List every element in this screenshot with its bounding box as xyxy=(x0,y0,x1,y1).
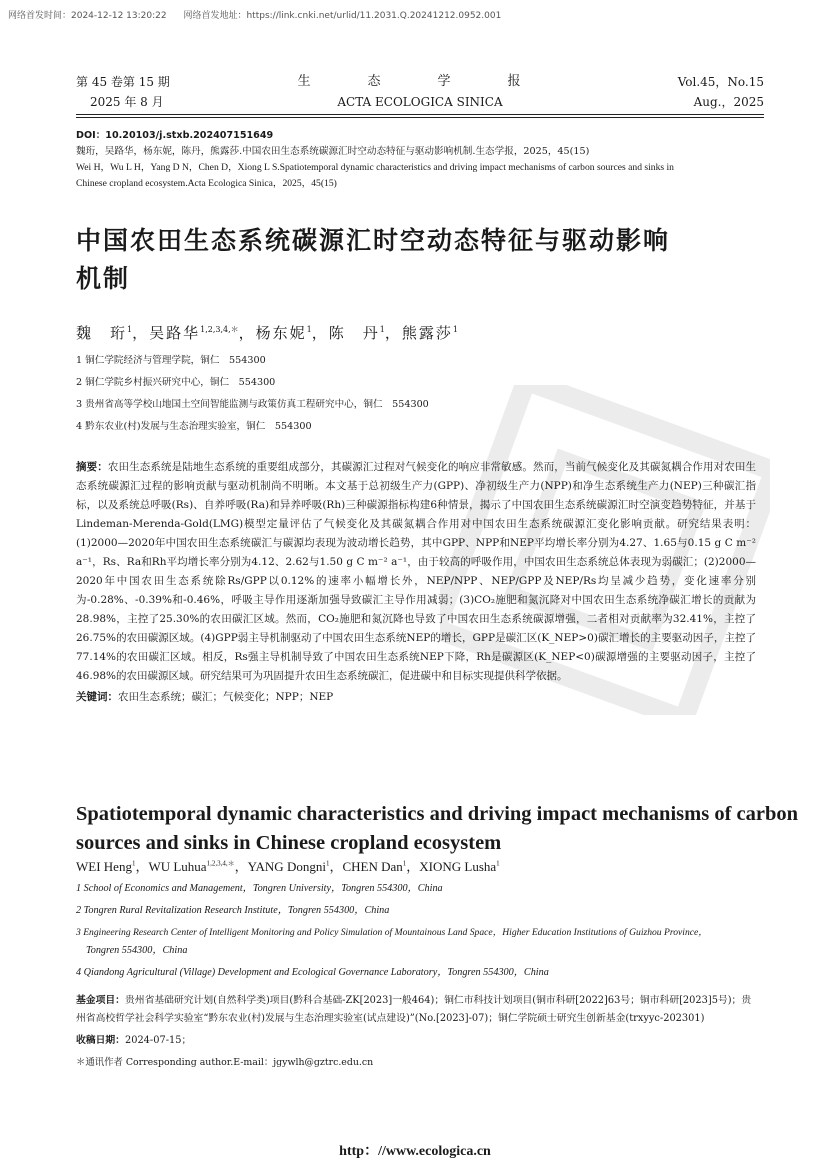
affiliation-en: 4 Qiandong Agricultural (Village) Development and Ecological Governance Laboratory，Tongren 554300，China xyxy=(76,967,549,978)
abstract-text: 农田生态系统是陆地生态系统的重要组成部分，其碳源汇过程对气候变化的响应非常敏感。然而，当前气候变化及其碳氮耦合作用对农田生态系统碳源汇过程的影响贡献与驱动机制尚不明晰。本文基于总初级生产力(GPP)、净初级生产力(NPP)和净生态系统生产力(NEP)三种碳汇指标，以及系统总呼吸(Rs)、自养呼吸(Ra)和异养呼吸(Rh)三种碳源指标构建6种情景，揭示了中国农田生态系统碳源汇时空演变趋势特征，并基于Lindeman-Merenda-Gold(LMG)模型定量评估了气候变化及其碳氮耦合作用对中国农田生态系统碳源汇变化影响贡献。研究结果表明：(1)2000—2020年中国农田生态系统碳汇与碳源均表现为波动增长趋势，其中GPP、NPP和NEP平均增长率分别为4.27、1.65与0.15 g C m⁻² a⁻¹，Rs、Ra和Rh平均增长率分别为4.12、2.62与1.50 g C m⁻² a⁻¹，由于较高的呼吸作用，中国农田生态系统总体表现为弱碳汇；(2)2000—2020年中国农田生态系统除Rs/GPP以0.12%的速率小幅增长外，NEP/NPP、NEP/GPP及NEP/Rs均呈减少趋势，变化速率分别为-0.28%、-0.39%和-0.46%，呼吸主导作用逐渐加强导致碳汇主导作用减弱；(3)CO₂施肥和氮沉降对中国农田生态系统净碳汇增长的贡献为28.98%，主控了25.30%的农田碳汇区域。然而，CO₂施肥和氮沉降也导致了中国农田生态系统碳源增强，二者相对贡献率为32.41%，主控了26.75%的农田碳源区域。(4)GPP弱主导机制驱动了中国农田生态系统NEP的增长，GPP是碳汇区(K_NEP>0)碳汇增长的主要驱动因子，主控了77.14%的农田碳汇区域。相反，Rs强主导机制导致了中国农田生态系统NEP下降，Rh是碳源区(K_NEP<0)碳源增强的主要驱动因子，主控了46.98%的农田碳源区域。研究结果可为巩固提升农田生态系统碳汇，促进碳中和目标实现提供科学依据。 xyxy=(76,461,757,682)
affiliation-cn: 3 贵州省高等学校山地国土空间智能监测与政策仿真工程研究中心，铜仁 554300 xyxy=(76,399,429,410)
author-cn: ，吴路华 xyxy=(132,324,201,342)
affiliation-cn: 1 铜仁学院经济与管理学院，铜仁 554300 xyxy=(76,355,266,366)
citation-block xyxy=(76,128,764,192)
keywords-cn-row xyxy=(76,688,756,707)
citation-cn: 魏珩，吴路华，杨东妮，陈丹，熊露莎.中国农田生态系统碳源汇时空动态特征与驱动影响机制.生态学报，2025，45(15) xyxy=(76,146,590,157)
keywords-cn: 农田生态系统；碳汇；气候变化；NPP；NEP xyxy=(118,691,334,703)
affiliation-cn: 4 黔东农业(村)发展与生态治理实验室，铜仁 554300 xyxy=(76,421,312,432)
volume-issue-en: Vol.45，No.15 xyxy=(677,75,764,89)
footnotes xyxy=(76,992,760,1072)
affiliations-cn xyxy=(76,350,429,438)
author-en-sup: 1 xyxy=(325,859,330,868)
funding-text: 贵州省基础研究计划(自然科学类)项目(黔科合基础-ZK[2023]一般464)；铜仁市科技计划项目(铜市科研[2022]63号；铜市科研[2023]5号)；贵州省高校哲学社会科学实验室“黔东农业(村)发展与生态治理实验室(试点建设)”(No.[2023]-07)；铜仁学院硕士研究生创新基金(trxyyc-202301) xyxy=(76,995,752,1024)
author-cn-sup: 1 xyxy=(306,325,312,334)
header-rule-bottom xyxy=(76,117,764,118)
received-label: 收稿日期： xyxy=(76,1035,125,1046)
online-publication-notice xyxy=(8,8,515,21)
affiliation-en: Tongren 554300，China xyxy=(86,945,188,956)
header-center xyxy=(76,72,764,112)
author-en-sup: 1 xyxy=(496,859,500,868)
date-en: Aug.，2025 xyxy=(693,95,764,109)
header-rule-top xyxy=(76,114,764,115)
title-en-line1: Spatiotemporal dynamic characteristics and driving impact mechanisms of carbon xyxy=(76,803,799,825)
corresponding-author: ＊通讯作者 Corresponding author.E-mail：jgywlh@gztrc.edu.cn xyxy=(76,1057,374,1068)
author-en: ，CHEN Dan xyxy=(329,859,403,874)
author-cn-sup: 1 xyxy=(452,325,458,334)
author-cn: ，熊露莎 xyxy=(384,324,453,342)
authors-cn xyxy=(76,322,458,343)
affiliation-en: 2 Tongren Rural Revitalization Research Institute，Tongren 554300，China xyxy=(76,905,390,916)
title-cn-line1: 中国农田生态系统碳源汇时空动态特征与驱动影响 xyxy=(76,226,671,255)
journal-url[interactable]: http：//www.ecologica.cn xyxy=(339,1144,491,1159)
author-en: WEI Heng xyxy=(76,859,132,874)
author-cn-sup: 1 xyxy=(379,325,385,334)
received-date: 2024-07-15； xyxy=(124,1035,192,1046)
author-en: ，WU Luhua xyxy=(135,859,207,874)
affiliation-en: 3 Engineering Research Center of Intelligent Monitoring and Policy Simulation of Mountainous Land Space，Higher Education Institutions of Guizhou Province， xyxy=(76,927,708,938)
affiliation-cn: 2 铜仁学院乡村振兴研究中心，铜仁 554300 xyxy=(76,377,276,388)
author-cn: ，杨东妮 xyxy=(238,324,307,342)
article-title-cn xyxy=(76,222,766,298)
keywords-label: 关键词： xyxy=(76,691,118,703)
author-en: ，YANG Dongni xyxy=(234,859,326,874)
online-time: 网络首发时间：2024-12-12 13:20:22 xyxy=(8,11,167,21)
author-en: ，XIONG Lusha xyxy=(406,859,497,874)
abstract-cn xyxy=(76,458,756,707)
author-cn: 魏 珩 xyxy=(76,324,128,342)
author-cn-sup: 1 xyxy=(127,325,133,334)
journal-name-en: ACTA ECOLOGICA SINICA xyxy=(337,95,503,109)
authors-en xyxy=(76,856,500,875)
author-cn-sup: 1,2,3,4,＊ xyxy=(200,325,239,334)
received-date-row xyxy=(76,1032,760,1050)
funding xyxy=(76,992,760,1028)
title-en-line2: sources and sinks in Chinese cropland ecosystem xyxy=(76,832,502,854)
author-cn: ，陈 丹 xyxy=(311,324,380,342)
volume-issue-cn: 第 45 卷第 15 期 xyxy=(76,75,170,89)
citation-en-line1: Wei H，Wu L H，Yang D N，Chen D，Xiong L S.Spatiotemporal dynamic characteristics and driving impact mechanisms of carbon sources and sinks in xyxy=(76,162,674,173)
online-url: 网络首发地址：https://link.cnki.net/urlid/11.2031.Q.20241212.0952.001 xyxy=(183,11,502,21)
date-cn: 2025 年 8 月 xyxy=(90,95,164,109)
affiliation-en: 1 School of Economics and Management，Tongren University，Tongren 554300，China xyxy=(76,883,443,894)
abstract-label: 摘要： xyxy=(76,461,108,473)
author-en-sup: 1,2,3,4,＊ xyxy=(206,859,235,868)
author-en-sup: 1 xyxy=(131,859,136,868)
doi: DOI：10.20103/j.stxb.202407151649 xyxy=(76,130,274,141)
article-title-en xyxy=(76,800,799,858)
title-cn-line2: 机制 xyxy=(76,264,131,293)
journal-name-cn: 生 态 学 报 xyxy=(297,74,543,89)
author-en-sup: 1 xyxy=(402,859,407,868)
journal-header xyxy=(76,72,764,112)
header-right xyxy=(678,72,764,112)
funding-label: 基金项目： xyxy=(76,995,125,1006)
citation-en-line2: Chinese cropland ecosystem.Acta Ecologica Sinica，2025，45(15) xyxy=(76,178,337,189)
affiliations-en xyxy=(76,880,766,982)
